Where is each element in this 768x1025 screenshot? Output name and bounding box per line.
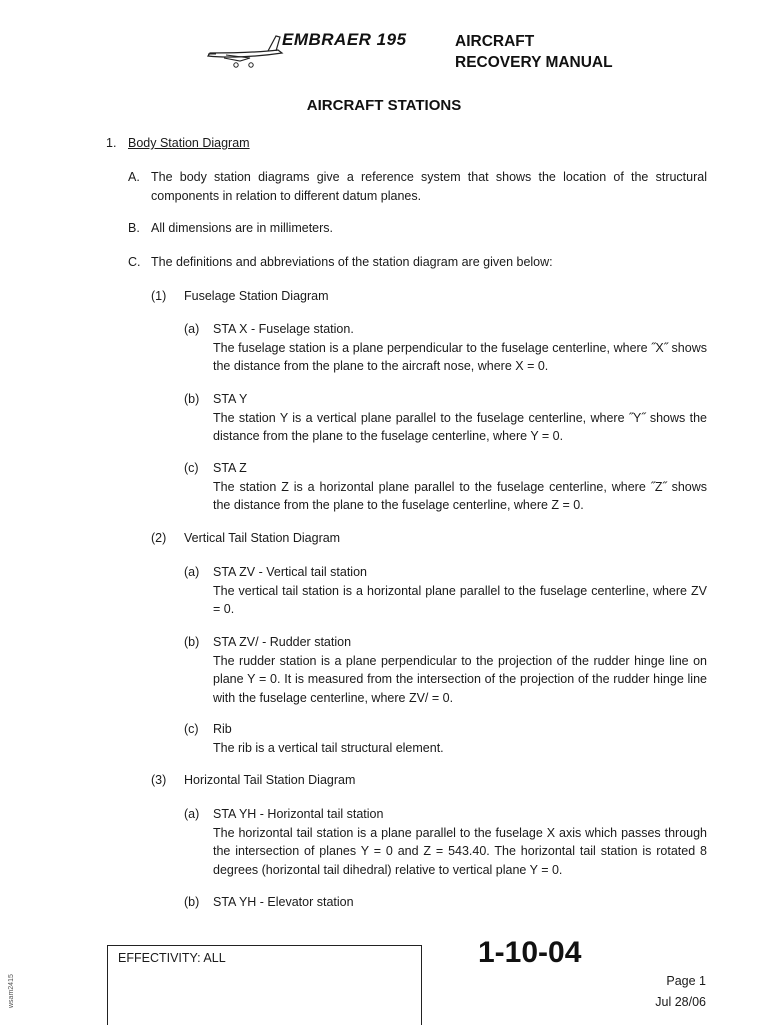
sub1-a-block — [213, 320, 707, 376]
sub1-a-text: The fuselage station is a plane perpendicular to the fuselage centerline, where ˝X˝ shows the distance from the plane to the aircraft nose, where X = 0. — [213, 340, 707, 373]
item-b-text: All dimensions are in millimeters. — [151, 221, 334, 235]
sub2-c-heading: Rib — [213, 722, 232, 736]
sub1-c-heading: STA Z — [213, 461, 247, 475]
sub1-a-heading: STA X - Fuselage station. — [213, 322, 354, 336]
sub2-a-block — [213, 563, 707, 619]
sub2-a-label: (a) — [184, 565, 200, 579]
item-a-label: A. — [128, 170, 140, 184]
sub2-b-heading: STA ZV/ - Rudder station — [213, 635, 352, 649]
sub2-b-label: (b) — [184, 635, 200, 649]
sub1-c-label: (c) — [184, 461, 199, 475]
sub1-c-block — [213, 459, 707, 515]
page-header — [0, 0, 768, 90]
sub1-b-heading: STA Y — [213, 392, 248, 406]
sub3-a-heading: STA YH - Horizontal tail station — [213, 807, 384, 821]
manual-title-line2: RECOVERY MANUAL — [455, 54, 613, 71]
side-reference-code: wsam2415 — [8, 974, 15, 1008]
item-a-text: The body station diagrams give a reference system that shows the location of the structural components in relation to different datum planes. — [151, 170, 707, 203]
sub2-a-text: The vertical tail station is a horizontal plane parallel to the fuselage centerline, where ZV = 0. — [213, 583, 707, 616]
brand-name: EMBRAER 195 — [282, 30, 407, 49]
sub2-c-text: The rib is a vertical tail structural element. — [213, 740, 444, 755]
sub2-c-label: (c) — [184, 722, 199, 736]
revision-date: Jul 28/06 — [655, 995, 706, 1009]
document-number: 1-10-04 — [478, 936, 582, 969]
sub3-a-block — [213, 805, 707, 879]
sub1-a-label: (a) — [184, 322, 200, 336]
effectivity-label: EFFECTIVITY: ALL — [118, 951, 226, 965]
sub3-b-label: (b) — [184, 895, 200, 909]
item-c-label: C. — [128, 255, 141, 269]
sub2-b-text: The rudder station is a plane perpendicular to the projection of the rudder hinge line on plane Y = 0. It is measured from the intersection of the projection of the rudder hinge line with the fuselage centerline, where ZV/ = 0. — [213, 653, 707, 705]
subsection-2-title: Vertical Tail Station Diagram — [184, 531, 341, 545]
page-title: AIRCRAFT STATIONS — [306, 97, 462, 114]
sub2-c-block — [213, 720, 707, 757]
manual-title — [455, 31, 613, 73]
subsection-2-label: (2) — [151, 531, 167, 545]
section-title: Body Station Diagram — [128, 136, 250, 150]
subsection-1-title: Fuselage Station Diagram — [184, 289, 329, 303]
manual-title-line1: AIRCRAFT — [455, 33, 535, 50]
aircraft-logo-icon — [206, 34, 286, 74]
sub1-b-label: (b) — [184, 392, 200, 406]
sub3-a-text: The horizontal tail station is a plane parallel to the fuselage X axis which passes through the intersection of planes Y = 0 and Z = 543.40. The horizontal tail station is rotated 8 degrees (horizontal tail dihedral) relative to vertical plane Y = 0. — [213, 825, 707, 877]
sub2-a-heading: STA ZV - Vertical tail station — [213, 565, 367, 579]
sub3-b-heading: STA YH - Elevator station — [213, 895, 354, 909]
sub1-c-text: The station Z is a horizontal plane parallel to the fuselage centerline, where ˝Z˝ shows the distance from the plane to the fuselage centerline, where Z = 0. — [213, 479, 707, 512]
section-number: 1. — [106, 136, 117, 150]
sub3-a-label: (a) — [184, 807, 200, 821]
subsection-1-label: (1) — [151, 289, 167, 303]
subsection-3-title: Horizontal Tail Station Diagram — [184, 773, 356, 787]
subsection-3-label: (3) — [151, 773, 167, 787]
sub1-b-block — [213, 390, 707, 446]
item-b-label: B. — [128, 221, 140, 235]
sub2-b-block — [213, 633, 707, 707]
page-number: Page 1 — [666, 974, 706, 988]
item-c-text: The definitions and abbreviations of the station diagram are given below: — [151, 255, 553, 269]
sub1-b-text: The station Y is a vertical plane parallel to the fuselage centerline, where ˝Y˝ shows the distance from the plane to the fuselage centerline, where Y = 0. — [213, 410, 707, 443]
effectivity-box — [107, 945, 422, 1025]
